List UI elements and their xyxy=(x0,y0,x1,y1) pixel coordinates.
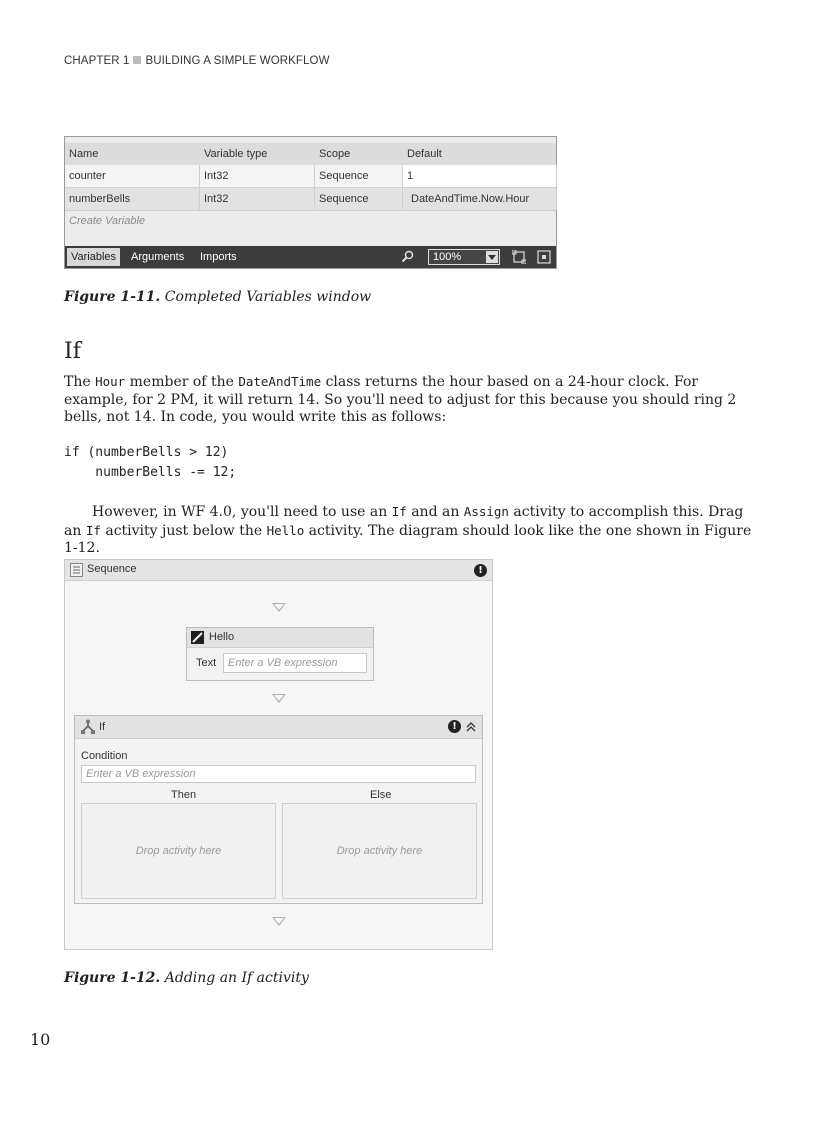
inline-code: Hour xyxy=(95,374,126,389)
paragraph xyxy=(64,373,754,427)
hello-activity[interactable] xyxy=(186,627,374,681)
chevron-down-icon[interactable] xyxy=(486,251,498,263)
chapter-title: BUILDING A SIMPLE WORKFLOW xyxy=(145,55,330,67)
condition-label: Condition xyxy=(81,750,128,762)
then-drop-zone[interactable]: Drop activity here xyxy=(81,803,276,899)
running-header xyxy=(64,55,330,67)
fit-to-screen-icon[interactable] xyxy=(512,250,526,264)
text-run: The xyxy=(64,374,96,390)
text-run: However, in WF 4.0, you'll need to use an xyxy=(92,504,392,520)
text-run: member of the xyxy=(125,374,239,390)
table-row[interactable] xyxy=(65,165,556,188)
else-label: Else xyxy=(370,789,392,801)
table-row[interactable] xyxy=(65,188,556,211)
tab-variables[interactable]: Variables xyxy=(67,248,120,266)
code-line: numberBells -= 12; xyxy=(64,465,237,480)
column-header-variable-type[interactable]: Variable type xyxy=(204,148,268,160)
drop-indicator-icon[interactable] xyxy=(272,917,286,926)
writeline-icon xyxy=(191,631,204,644)
sequence-icon xyxy=(70,563,83,577)
text-run: activity just below the xyxy=(100,522,267,539)
figure-label: Figure 1-12. xyxy=(64,970,161,986)
code-line: if (numberBells > 12) xyxy=(64,445,229,460)
create-variable-row[interactable] xyxy=(65,210,556,232)
else-drop-zone[interactable]: Drop activity here xyxy=(282,803,477,899)
then-label: Then xyxy=(171,789,197,801)
zoom-value: 100% xyxy=(433,251,462,263)
inline-code: DateAndTime xyxy=(238,374,322,389)
sequence-header[interactable] xyxy=(65,560,492,581)
workflow-designer xyxy=(64,559,493,950)
column-header-default[interactable]: Default xyxy=(407,148,442,160)
paragraph xyxy=(64,503,754,558)
figure-text: Adding an If activity xyxy=(164,970,309,986)
cell-name[interactable]: counter xyxy=(65,165,200,187)
magnifier-icon[interactable] xyxy=(401,250,415,264)
variables-header-row xyxy=(65,143,556,166)
if-activity-header[interactable] xyxy=(75,716,482,739)
condition-input[interactable]: Enter a VB expression xyxy=(81,765,476,783)
figure-caption xyxy=(64,289,371,305)
cell-variable-type[interactable]: Int32 xyxy=(200,165,315,187)
create-variable-link[interactable]: Create Variable xyxy=(69,215,146,227)
designer-bottom-bar xyxy=(65,246,556,268)
text-expression-input[interactable]: Enter a VB expression xyxy=(223,653,367,673)
cell-name[interactable]: numberBells xyxy=(65,188,200,210)
column-header-name[interactable]: Name xyxy=(69,148,99,160)
drop-indicator-icon[interactable] xyxy=(272,603,286,612)
cell-default[interactable]: 1 xyxy=(403,165,557,187)
chapter-label: CHAPTER 1 xyxy=(64,55,130,67)
inline-code: If xyxy=(85,522,101,538)
text-run: class returns the hour based on a 24-hour clock. For example, for 2 PM, it will return 14. So you'll need to adjust for this because you should ring 2 bells, not 14. In code, you would write this as follows: xyxy=(64,374,737,425)
figure-label: Figure 1-11. xyxy=(64,289,161,305)
inline-code: Hello xyxy=(266,522,305,538)
tab-arguments[interactable]: Arguments xyxy=(131,251,185,263)
variables-window xyxy=(64,136,557,269)
text-label: Text xyxy=(196,657,217,669)
page-number: 10 xyxy=(30,1030,51,1049)
if-title: If xyxy=(99,721,106,733)
warning-icon[interactable]: ! xyxy=(448,720,461,733)
section-title: If xyxy=(64,339,81,364)
hello-title: Hello xyxy=(209,631,235,643)
cell-scope[interactable]: Sequence xyxy=(315,165,403,187)
figure-caption xyxy=(64,970,309,986)
text-run: and an xyxy=(406,504,464,520)
collapse-icon[interactable] xyxy=(465,721,477,733)
cell-variable-type[interactable]: Int32 xyxy=(200,188,315,210)
sequence-title: Sequence xyxy=(87,563,137,575)
if-activity[interactable] xyxy=(74,715,483,904)
text-run: activity. The diagram should look like the one shown in Figure 1-12. xyxy=(64,522,752,556)
drop-indicator-icon[interactable] xyxy=(272,694,286,703)
header-separator xyxy=(133,56,141,64)
code-listing xyxy=(64,443,236,483)
cell-scope[interactable]: Sequence xyxy=(315,188,403,210)
inline-code: Assign xyxy=(463,504,509,519)
column-header-scope[interactable]: Scope xyxy=(319,148,351,160)
text-run: activity to accomplish this. Drag an xyxy=(64,504,744,539)
inline-code: If xyxy=(391,504,407,519)
zoom-select[interactable] xyxy=(428,249,500,265)
if-branch-icon xyxy=(80,719,96,735)
tab-imports[interactable]: Imports xyxy=(200,251,237,263)
overview-icon[interactable] xyxy=(537,250,551,264)
figure-text: Completed Variables window xyxy=(164,289,372,305)
cell-default[interactable]: DateAndTime.Now.Hour xyxy=(403,188,557,210)
hello-activity-header[interactable] xyxy=(187,628,373,648)
warning-icon[interactable]: ! xyxy=(474,564,487,577)
